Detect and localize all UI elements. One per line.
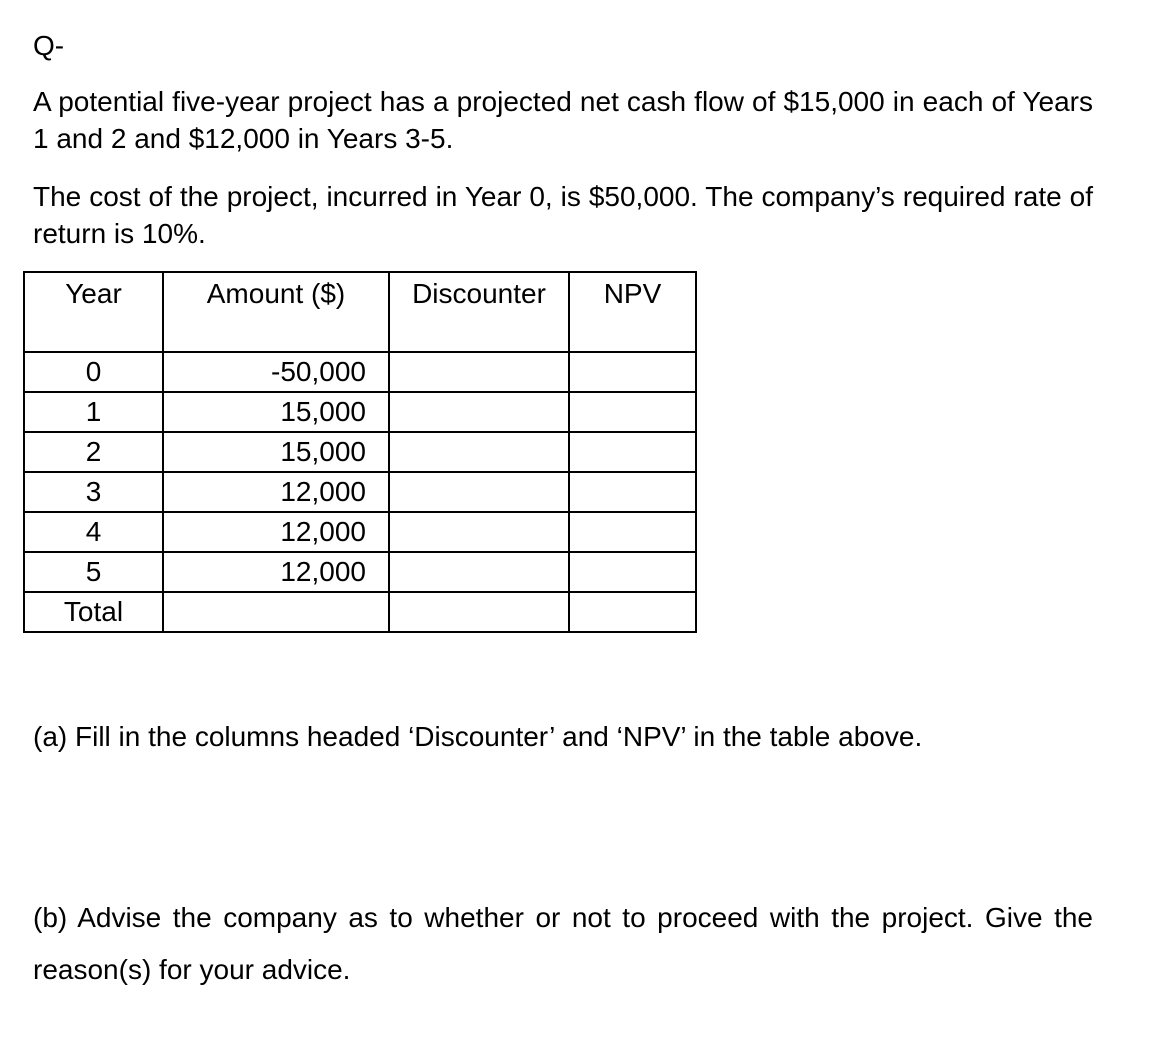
cell-discounter (389, 552, 569, 592)
header-discounter: Discounter (389, 272, 569, 352)
cell-amount: 12,000 (163, 552, 389, 592)
cell-amount: 15,000 (163, 432, 389, 472)
cell-amount (163, 592, 389, 632)
table-row (24, 512, 696, 552)
cell-year: 1 (24, 392, 163, 432)
cell-discounter (389, 512, 569, 552)
npv-table (23, 271, 697, 633)
cell-npv (569, 432, 696, 472)
cell-discounter (389, 592, 569, 632)
table-header-row (24, 272, 696, 352)
question-label: Q- (33, 30, 65, 61)
cell-discounter (389, 352, 569, 392)
cell-discounter (389, 472, 569, 512)
problem-paragraph-1: A potential five-year project has a projected net cash flow of $15,000 in each of Years 1 and 2 and $12,000 in Years 3-5. (33, 86, 1093, 154)
cell-amount: -50,000 (163, 352, 389, 392)
table-row (24, 472, 696, 512)
cell-npv (569, 472, 696, 512)
cell-year: Total (24, 592, 163, 632)
table-row-total (24, 592, 696, 632)
problem-paragraph-2: The cost of the project, incurred in Year 0, is $50,000. The company’s required rate of return is 10%. (33, 181, 1093, 249)
header-year: Year (24, 272, 163, 352)
table-row (24, 552, 696, 592)
cell-amount: 12,000 (163, 472, 389, 512)
cell-year: 3 (24, 472, 163, 512)
header-amount: Amount ($) (163, 272, 389, 352)
cell-year: 2 (24, 432, 163, 472)
cell-discounter (389, 392, 569, 432)
table-row (24, 352, 696, 392)
table-row (24, 432, 696, 472)
table-row (24, 392, 696, 432)
part-b-question: (b) Advise the company as to whether or not to proceed with the project. Give the reason(s) for your advice. (33, 902, 1093, 985)
cell-year: 4 (24, 512, 163, 552)
cell-amount: 15,000 (163, 392, 389, 432)
cell-npv (569, 552, 696, 592)
cell-year: 0 (24, 352, 163, 392)
cell-npv (569, 512, 696, 552)
cell-npv (569, 592, 696, 632)
cell-npv (569, 352, 696, 392)
cell-amount: 12,000 (163, 512, 389, 552)
part-a-question: (a) Fill in the columns headed ‘Discounter’ and ‘NPV’ in the table above. (33, 721, 923, 752)
cell-npv (569, 392, 696, 432)
cell-discounter (389, 432, 569, 472)
cell-year: 5 (24, 552, 163, 592)
header-npv: NPV (569, 272, 696, 352)
